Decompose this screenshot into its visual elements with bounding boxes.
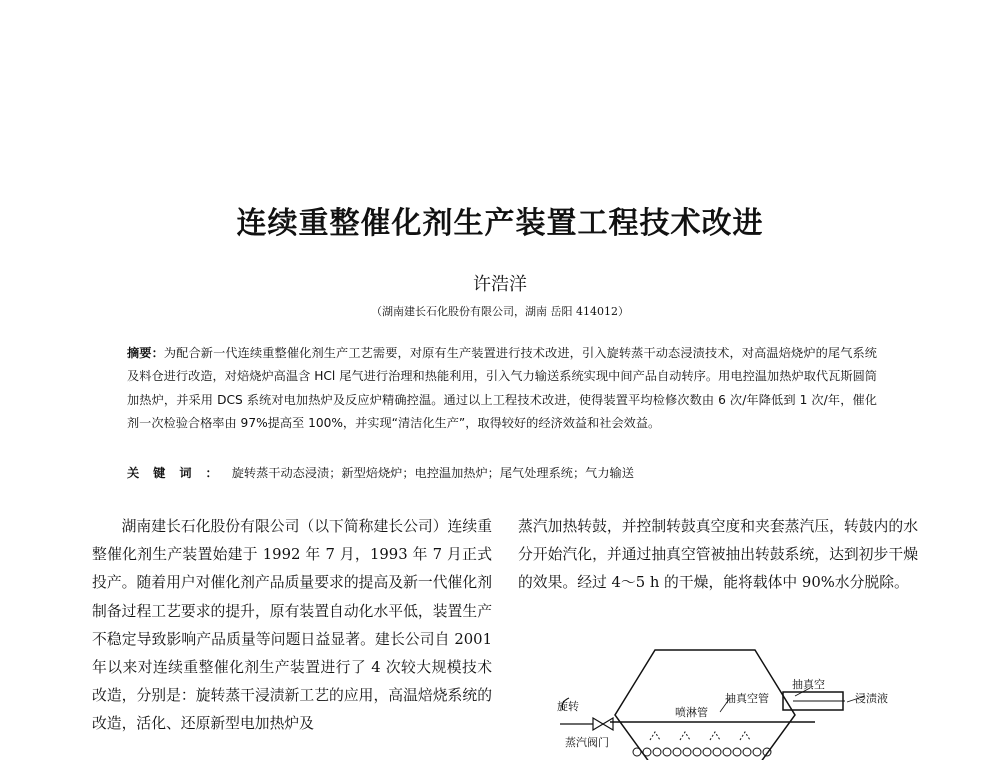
label-vacuum: 抽真空	[792, 678, 825, 691]
keywords	[127, 464, 877, 481]
abstract-label: 摘要：	[127, 346, 164, 360]
affiliation: （湖南建长石化股份有限公司，湖南 岳阳 414012）	[371, 305, 629, 318]
abstract	[127, 342, 877, 435]
label-vacuum-pipe: 抽真空管	[725, 692, 769, 705]
steam-valve-icon	[603, 718, 613, 730]
spray-arc	[710, 732, 720, 740]
steam-valve-icon	[593, 718, 603, 730]
label-rotate: 旋转	[557, 700, 579, 713]
keywords-label: 关键词：	[127, 466, 232, 480]
rotary-dryer-svg	[555, 640, 935, 760]
author-name: 许浩洋	[473, 274, 527, 295]
label-impregnation-liquid: 浸渍液	[855, 692, 888, 705]
rotary-dryer-diagram	[555, 640, 935, 760]
label-spray-pipe: 喷淋管	[675, 706, 708, 719]
drum-body	[615, 650, 795, 760]
carrier-beads	[633, 748, 771, 756]
body-right-column: 蒸汽加热转鼓，并控制转鼓真空度和夹套蒸汽压，转鼓内的水分开始汽化，并通过抽真空管被抽出转鼓系统，达到初步干燥的效果。经过 4～5 h 的干燥，能将载体中 90%水分脱除。	[518, 518, 918, 592]
paper-title: 连续重整催化剂生产装置工程技术改进	[236, 206, 764, 241]
body-left-column: 湖南建长石化股份有限公司（以下简称建长公司）连续重整催化剂生产装置始建于 1992 年 7 月，1993 年 7 月正式投产。随着用户对催化剂产品质量要求的提高及新一代催化剂制备过程工艺要求的提升，原有装置自动化水平低，装置生产不稳定导致影响产品质量等问题日益显著。建长公司自 2001 年以来对连续重整催化剂生产装置进行了 4 次较大规模技术改造，分别是：旋转蒸干浸渍新工艺的应用，高温焙烧系统的改造，活化、还原新型电加热炉及	[92, 518, 492, 733]
abstract-text: 为配合新一代连续重整催化剂生产工艺需要，对原有生产装置进行技术改进，引入旋转蒸干动态浸渍技术，对高温焙烧炉的尾气系统及料仓进行改造，对焙烧炉高温含 HCl 尾气进行治理和热能利用，引入气力输送系统实现中间产品自动转序。用电控温加热炉取代瓦斯圆筒加热炉，并采用 DCS 系统对电加热炉及反应炉精确控温。通过以上工程技术改进，使得装置平均检修次数由 6 次/年降低到 1 次/年，催化剂一次检验合格率由 97%提高至 100%，并实现“清洁化生产”，取得较好的经济效益和社会效益。	[127, 346, 877, 430]
spray-arc	[680, 732, 690, 740]
spray-arc	[650, 732, 660, 740]
label-steam-valve: 蒸汽阀门	[565, 736, 609, 749]
keywords-text: 旋转蒸干动态浸渍；新型焙烧炉；电控温加热炉；尾气处理系统；气力输送	[231, 466, 634, 480]
spray-arc	[740, 732, 750, 740]
